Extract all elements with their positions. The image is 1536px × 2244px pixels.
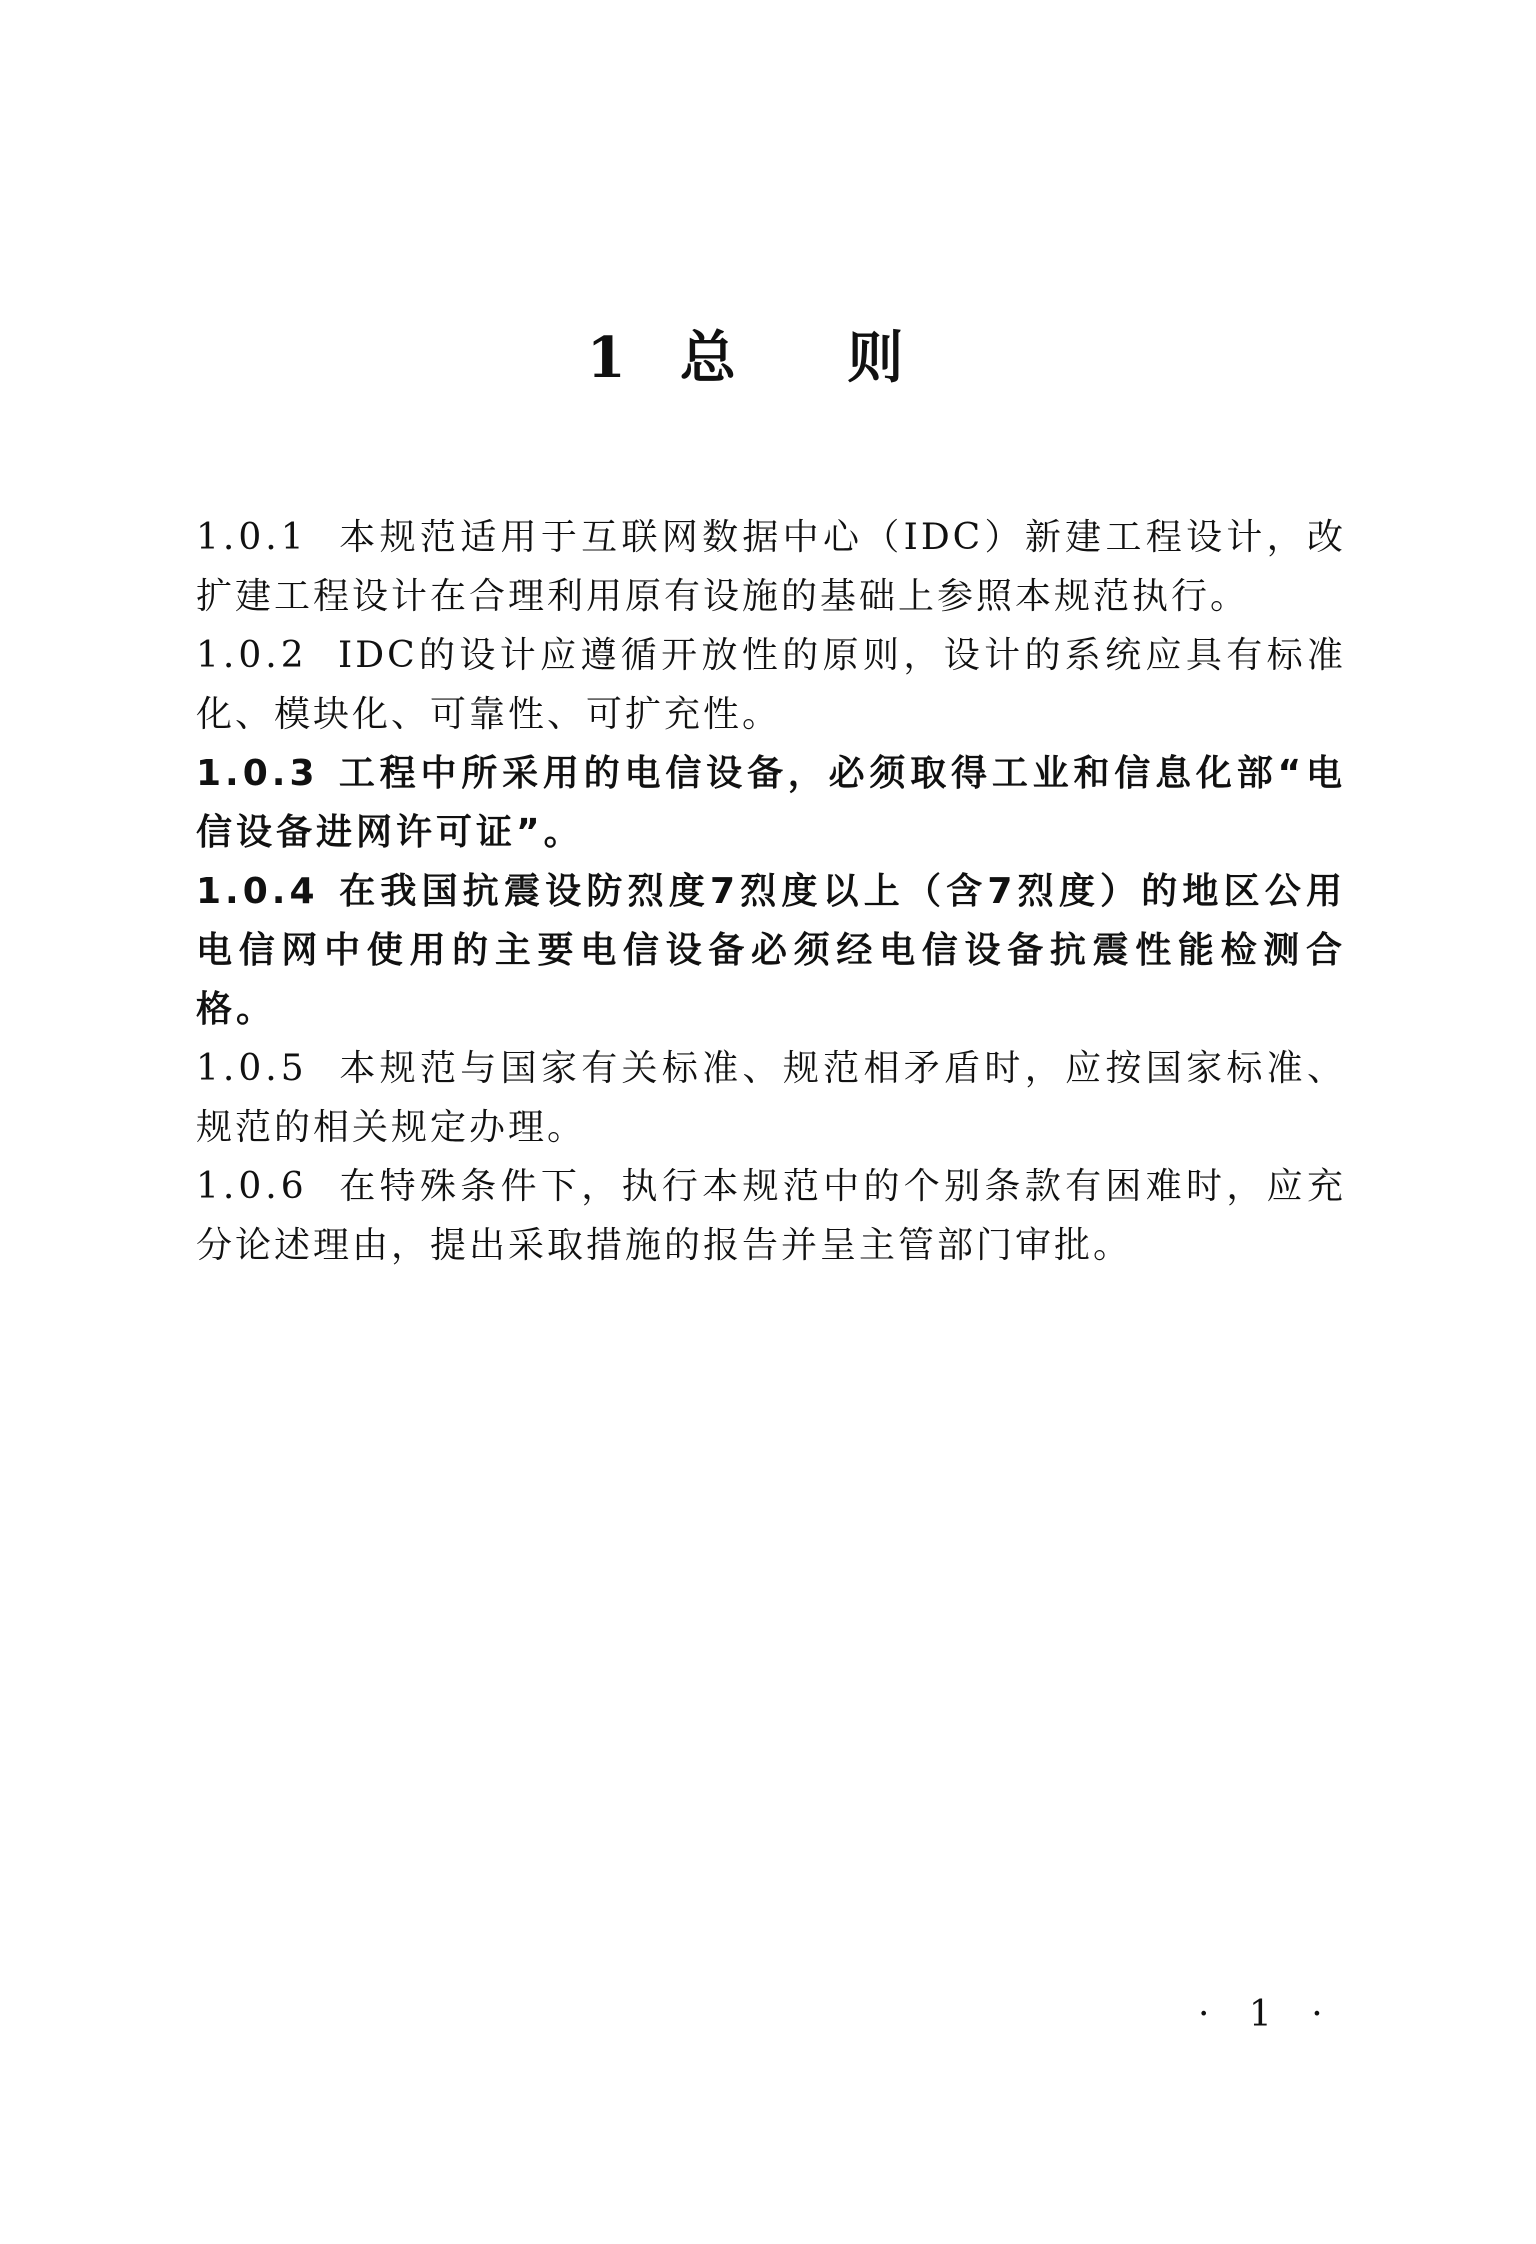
- chapter-name: 总 则: [679, 325, 950, 391]
- clause-text: 在我国抗震设防烈度7烈度以上（含7烈度）的地区公用电信网中使用的主要电信设备必须经电信设备抗震性能检测合格。: [196, 871, 1346, 1030]
- clause-1-0-2: [196, 626, 1346, 744]
- chapter-number: 1: [586, 325, 628, 391]
- clause-number: 1.0.6: [196, 1166, 308, 1207]
- clause-list: [196, 508, 1346, 1275]
- clause-1-0-6: [196, 1157, 1346, 1275]
- clause-1-0-1: [196, 508, 1346, 626]
- clause-1-0-4: [196, 862, 1346, 1039]
- chapter-title: [0, 318, 1536, 398]
- clause-number: 1.0.5: [196, 1048, 308, 1089]
- clause-text: 工程中所采用的电信设备，必须取得工业和信息化部“电信设备进网许可证”。: [196, 753, 1346, 853]
- clause-1-0-3: [196, 744, 1346, 862]
- clause-1-0-5: [196, 1039, 1346, 1157]
- clause-text: 本规范与国家有关标准、规范相矛盾时，应按国家标准、规范的相关规定办理。: [196, 1048, 1346, 1148]
- clause-text: IDC的设计应遵循开放性的原则，设计的系统应具有标准化、模块化、可靠性、可扩充性。: [196, 635, 1346, 735]
- clause-text: 在特殊条件下，执行本规范中的个别条款有困难时，应充分论述理由，提出采取措施的报告并呈主管部门审批。: [196, 1166, 1346, 1266]
- clause-number: 1.0.1: [196, 517, 308, 558]
- clause-number: 1.0.2: [196, 635, 308, 676]
- clause-number: 1.0.3: [196, 753, 319, 794]
- clause-number: 1.0.4: [196, 871, 319, 912]
- page-number: · 1 ·: [1198, 1994, 1337, 2035]
- clause-text: 本规范适用于互联网数据中心（IDC）新建工程设计，改扩建工程设计在合理利用原有设施的基础上参照本规范执行。: [196, 517, 1346, 617]
